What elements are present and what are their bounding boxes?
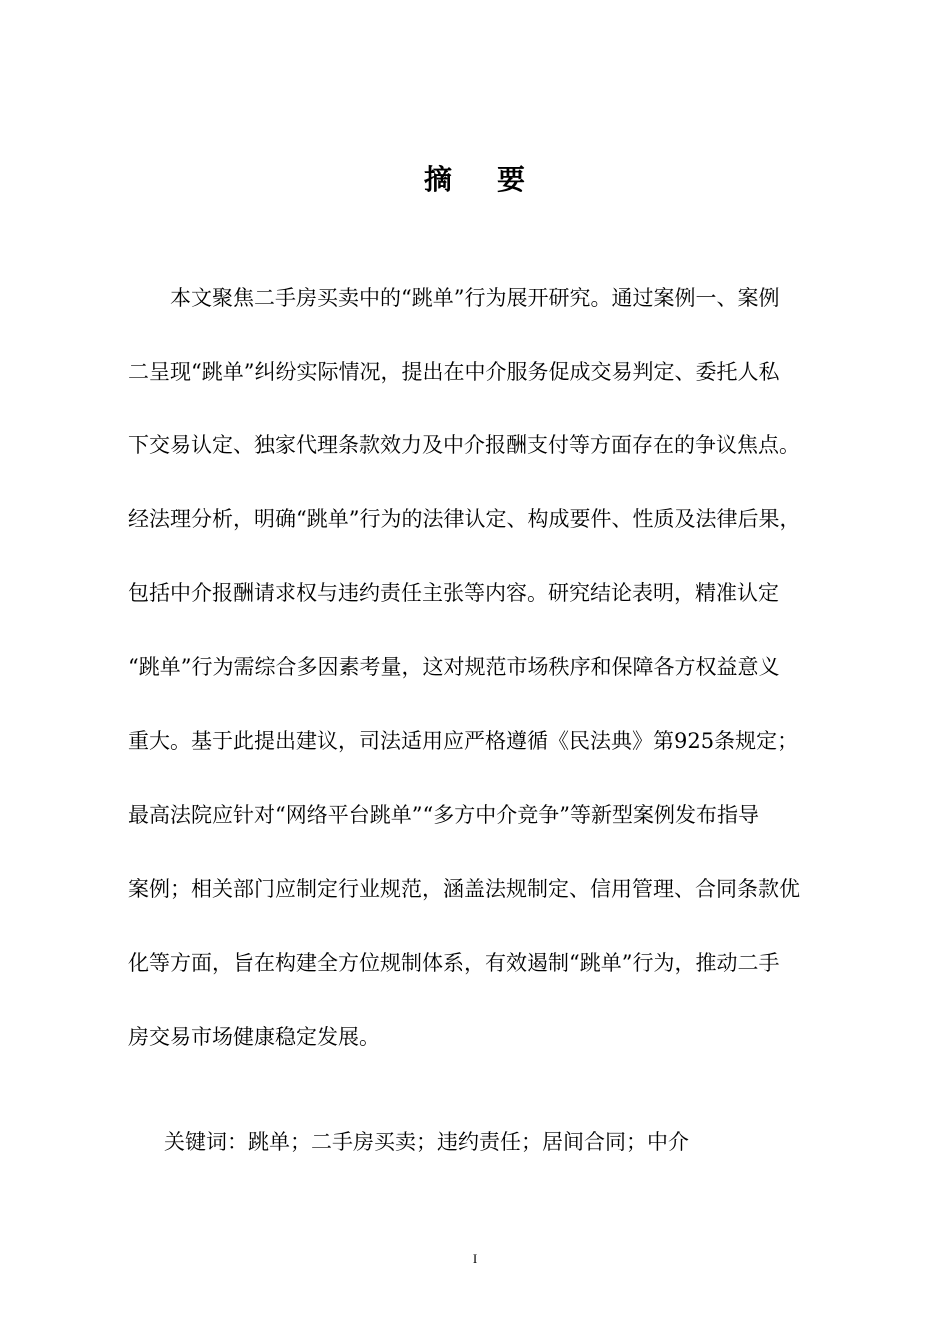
keywords-label: 关键词： [164,1130,248,1154]
abstract-line-2: 二呈现“跳单”纠纷实际情况，提出在中介服务促成交易判定、委托人私 [128,360,780,384]
abstract-line-6: “跳单”行为需综合多因素考量，这对规范市场秩序和保障各方权益意义 [128,655,780,679]
keywords-text: 跳单；二手房买卖；违约责任；居间合同；中介 [248,1130,689,1154]
abstract-line-10: 化等方面，旨在构建全方位规制体系，有效遏制“跳单”行为，推动二手 [128,951,780,975]
abstract-title-char-2: 要 [497,163,527,196]
abstract-line-1: 本文聚焦二手房买卖中的“跳单”行为展开研究。通过案例一、案例 [170,286,780,310]
abstract-line-9: 案例；相关部门应制定行业规范，涵盖法规制定、信用管理、合同条款优 [128,877,800,901]
abstract-line-4: 经法理分析，明确“跳单”行为的法律认定、构成要件、性质及法律后果， [128,507,801,531]
abstract-title [0,160,950,200]
page-number: I [472,1251,478,1266]
abstract-line-3: 下交易认定、独家代理条款效力及中介报酬支付等方面存在的争议焦点。 [128,433,800,457]
abstract-line-7: 重大。基于此提出建议，司法适用应严格遵循《民法典》第925条规定； [128,729,799,753]
abstract-title-char-1: 摘 [423,163,453,196]
abstract-line-5: 包括中介报酬请求权与违约责任主张等内容。研究结论表明，精准认定 [128,581,779,605]
abstract-line-8: 最高法院应针对“网络平台跳单”“多方中介竞争”等新型案例发布指导 [128,803,759,827]
abstract-line-11: 房交易市场健康稳定发展。 [128,1025,380,1049]
keywords-line [164,1127,689,1157]
